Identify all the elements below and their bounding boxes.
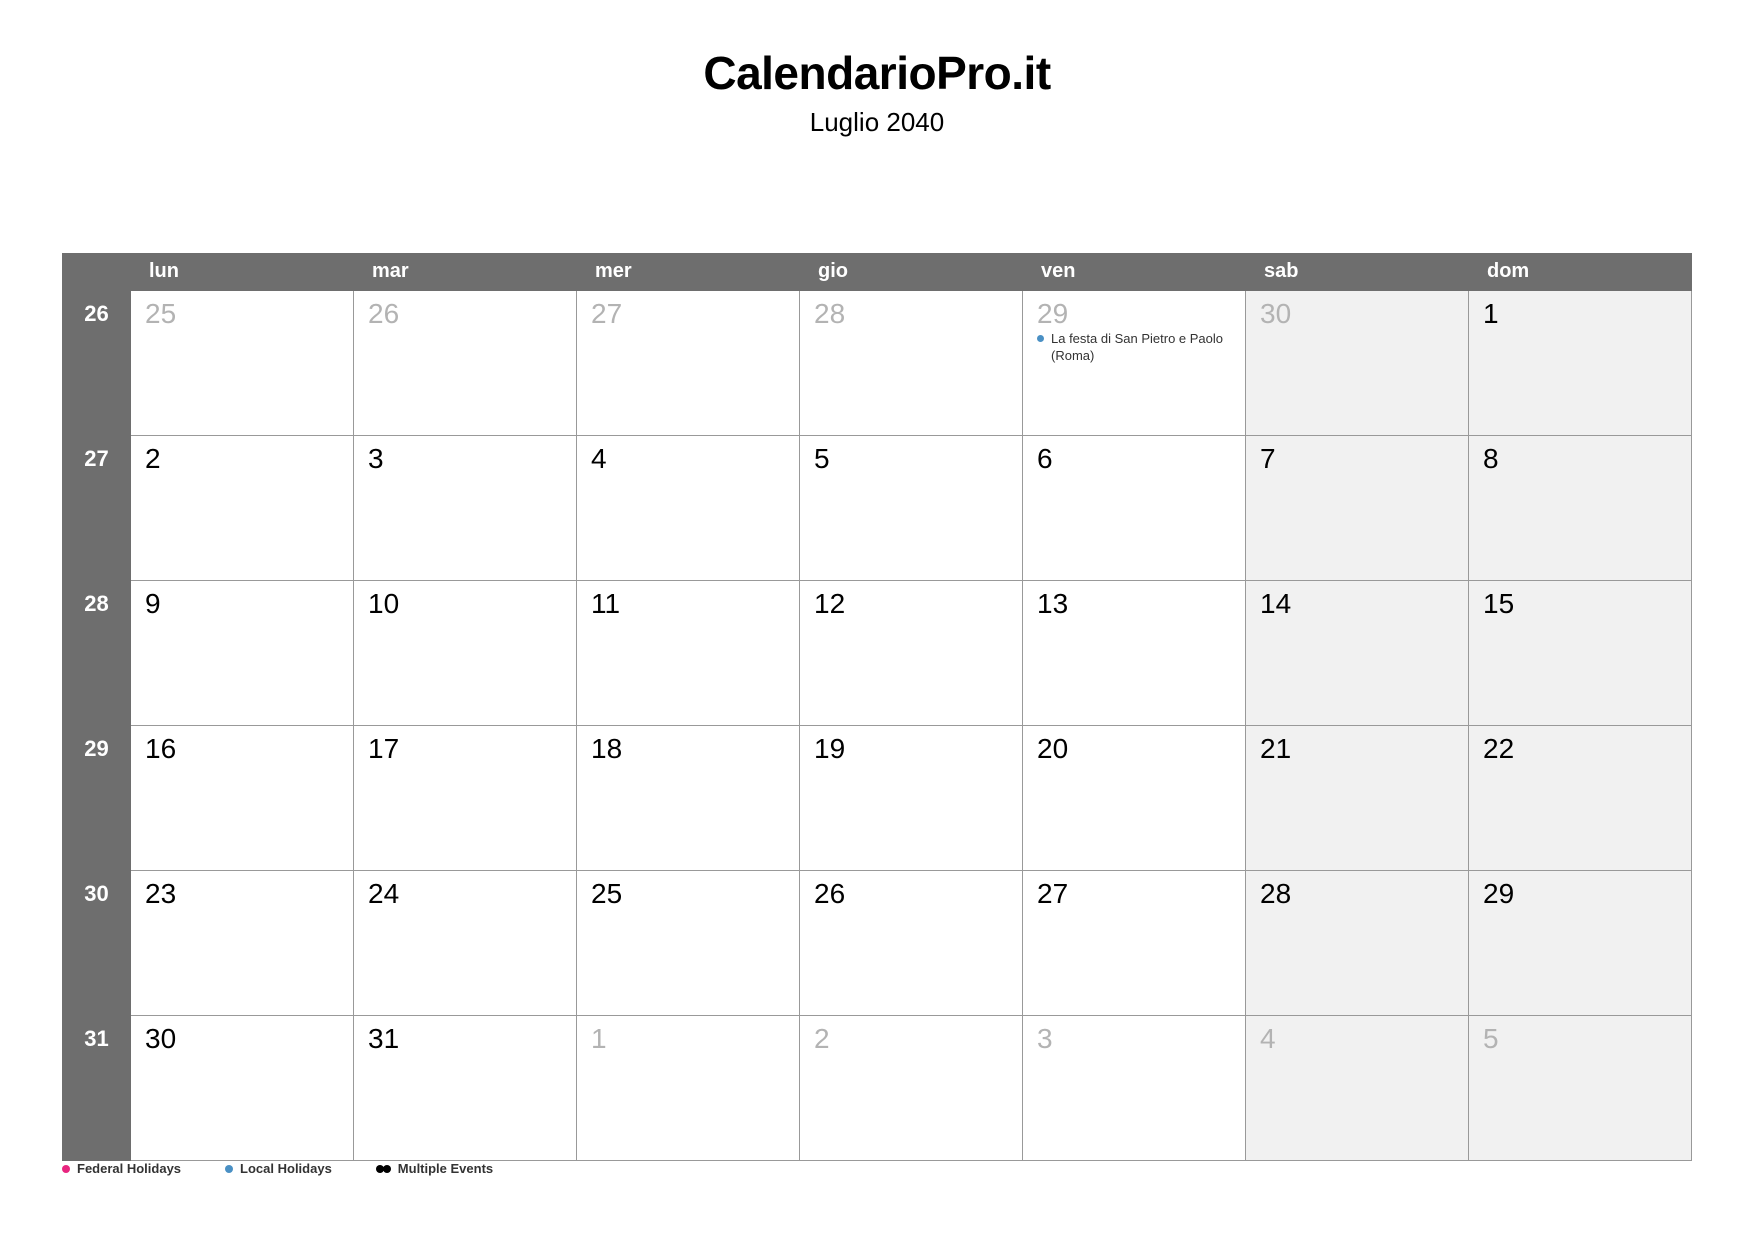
event-label: La festa di San Pietro e Paolo (Roma) <box>1051 331 1224 363</box>
day-number: 10 <box>368 588 400 619</box>
week-column-header <box>63 254 131 291</box>
day-cell[interactable] <box>354 871 577 1016</box>
week-number-cell: 27 <box>63 436 131 581</box>
legend-label-multiple: Multiple Events <box>397 1161 494 1176</box>
day-number: 5 <box>814 443 830 474</box>
legend <box>62 1161 537 1176</box>
month-title: Luglio 2040 <box>809 106 945 137</box>
day-cell[interactable] <box>800 726 1023 871</box>
legend-label-federal: Federal Holidays <box>77 1161 182 1176</box>
day-cell[interactable] <box>1469 291 1692 436</box>
day-number: 4 <box>591 443 607 474</box>
calendar-week-row <box>63 581 1692 726</box>
calendar-container <box>62 253 1692 1161</box>
day-cell[interactable] <box>354 726 577 871</box>
day-number: 30 <box>1260 298 1292 329</box>
day-number: 2 <box>814 1023 830 1054</box>
weekday-header-mer: mer <box>577 254 800 291</box>
calendar-head <box>63 254 1692 291</box>
day-number: 20 <box>1037 733 1069 764</box>
day-cell[interactable] <box>577 581 800 726</box>
day-number: 12 <box>814 588 846 619</box>
week-number-cell: 26 <box>63 291 131 436</box>
day-cell[interactable] <box>1023 436 1246 581</box>
day-number: 7 <box>1260 443 1276 474</box>
legend-label-local: Local Holidays <box>240 1161 332 1176</box>
weekday-header-lun: lun <box>131 254 354 291</box>
week-number-cell: 29 <box>63 726 131 871</box>
weekday-header-mar: mar <box>354 254 577 291</box>
day-cell[interactable] <box>800 581 1023 726</box>
day-cell[interactable] <box>1469 1016 1692 1161</box>
day-cell[interactable] <box>1469 871 1692 1016</box>
day-number: 29 <box>1483 878 1515 909</box>
week-number-cell: 30 <box>63 871 131 1016</box>
legend-item-federal <box>62 1161 181 1176</box>
legend-item-local <box>225 1161 332 1176</box>
day-cell[interactable] <box>1246 1016 1469 1161</box>
weekday-header-ven: ven <box>1023 254 1246 291</box>
day-number: 28 <box>814 298 846 329</box>
day-number: 18 <box>591 733 623 764</box>
day-cell[interactable] <box>800 1016 1023 1161</box>
calendar-week-row <box>63 291 1692 436</box>
day-number: 24 <box>368 878 400 909</box>
day-cell[interactable] <box>800 436 1023 581</box>
day-number: 23 <box>145 878 177 909</box>
day-number: 27 <box>1037 878 1069 909</box>
day-number: 3 <box>1037 1023 1053 1054</box>
day-cell[interactable] <box>577 436 800 581</box>
day-number: 21 <box>1260 733 1292 764</box>
day-cell[interactable] <box>1246 581 1469 726</box>
day-number: 27 <box>591 298 623 329</box>
day-cell[interactable] <box>1023 726 1246 871</box>
calendar-week-row <box>63 436 1692 581</box>
legend-item-multiple <box>376 1161 493 1176</box>
day-cell[interactable] <box>131 436 354 581</box>
day-cell[interactable] <box>354 581 577 726</box>
calendar-week-row <box>63 726 1692 871</box>
day-events <box>1023 328 1245 364</box>
calendar-table <box>62 253 1692 1161</box>
day-number: 9 <box>145 588 161 619</box>
day-cell[interactable] <box>577 726 800 871</box>
day-number: 14 <box>1260 588 1292 619</box>
day-number: 8 <box>1483 443 1499 474</box>
local-holiday-dot-icon <box>225 1165 233 1173</box>
day-number: 28 <box>1260 878 1292 909</box>
weekday-header-row <box>63 254 1692 291</box>
week-number-cell: 28 <box>63 581 131 726</box>
day-cell[interactable] <box>577 291 800 436</box>
day-cell[interactable] <box>354 291 577 436</box>
day-cell[interactable] <box>1469 436 1692 581</box>
multiple-events-dots-icon <box>376 1165 391 1173</box>
day-cell[interactable] <box>1246 871 1469 1016</box>
day-number: 25 <box>145 298 177 329</box>
day-number: 13 <box>1037 588 1069 619</box>
day-cell[interactable] <box>1246 726 1469 871</box>
day-cell[interactable] <box>1023 871 1246 1016</box>
calendar-week-row <box>63 1016 1692 1161</box>
day-number: 29 <box>1037 298 1069 329</box>
day-cell[interactable] <box>1246 436 1469 581</box>
weekday-header-dom: dom <box>1469 254 1692 291</box>
day-cell[interactable] <box>577 871 800 1016</box>
day-cell[interactable] <box>354 436 577 581</box>
day-number: 19 <box>814 733 846 764</box>
day-number: 22 <box>1483 733 1515 764</box>
site-title: CalendarioPro.it <box>703 47 1051 99</box>
day-cell[interactable] <box>354 1016 577 1161</box>
day-cell[interactable] <box>1023 581 1246 726</box>
day-number: 26 <box>814 878 846 909</box>
week-number-cell: 31 <box>63 1016 131 1161</box>
day-number: 3 <box>368 443 384 474</box>
day-cell[interactable] <box>577 1016 800 1161</box>
day-number: 25 <box>591 878 623 909</box>
day-cell[interactable] <box>800 291 1023 436</box>
day-cell[interactable] <box>1023 291 1246 436</box>
day-cell[interactable] <box>131 726 354 871</box>
day-cell[interactable] <box>131 871 354 1016</box>
day-number: 4 <box>1260 1023 1276 1054</box>
day-cell[interactable] <box>1023 1016 1246 1161</box>
weekday-header-sab: sab <box>1246 254 1469 291</box>
federal-holiday-dot-icon <box>62 1165 70 1173</box>
day-cell[interactable] <box>131 1016 354 1161</box>
day-cell[interactable] <box>1469 726 1692 871</box>
day-number: 1 <box>1483 298 1499 329</box>
calendar-week-row <box>63 871 1692 1016</box>
day-number: 2 <box>145 443 161 474</box>
local-holiday-dot-icon <box>1037 335 1044 342</box>
day-cell[interactable] <box>131 291 354 436</box>
event-item[interactable] <box>1037 331 1235 364</box>
day-number: 17 <box>368 733 400 764</box>
day-cell[interactable] <box>131 581 354 726</box>
day-number: 31 <box>368 1023 400 1054</box>
day-number: 26 <box>368 298 400 329</box>
day-number: 16 <box>145 733 177 764</box>
day-number: 11 <box>591 588 621 619</box>
day-cell[interactable] <box>1246 291 1469 436</box>
day-number: 5 <box>1483 1023 1499 1054</box>
day-number: 1 <box>591 1023 607 1054</box>
day-cell[interactable] <box>800 871 1023 1016</box>
day-number: 15 <box>1483 588 1515 619</box>
weekday-header-gio: gio <box>800 254 1023 291</box>
day-number: 30 <box>145 1023 177 1054</box>
day-number: 6 <box>1037 443 1053 474</box>
calendar-body <box>63 291 1692 1161</box>
page-header <box>0 0 1754 138</box>
day-cell[interactable] <box>1469 581 1692 726</box>
